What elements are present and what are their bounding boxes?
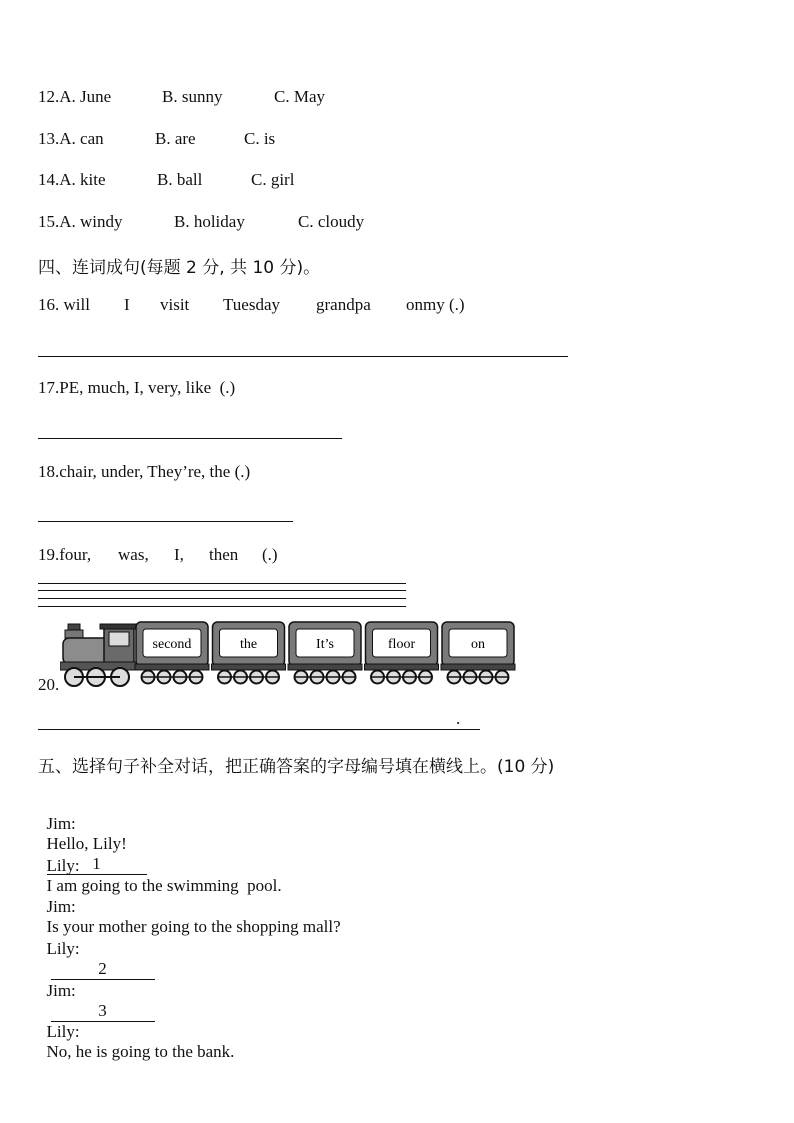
train-car	[441, 622, 515, 684]
train-car	[212, 622, 286, 684]
q16-answer-line[interactable]	[38, 356, 568, 357]
q16-word: grandpa	[316, 295, 371, 314]
dialog-line-6	[38, 1002, 234, 1062]
q16-word: Tuesday	[223, 295, 280, 314]
dialog-text: No, he is going to the bank.	[46, 1042, 235, 1061]
q20-end-period: .	[456, 709, 461, 728]
q19-answer-line[interactable]	[38, 598, 406, 599]
q18-answer-line[interactable]	[38, 521, 293, 522]
section-4-heading: 四、连词成句(每题 2 分, 共 10 分)。	[38, 258, 321, 278]
q19-word: 19.four,	[38, 545, 92, 564]
q16-word: visit	[160, 295, 190, 314]
q16-word: 16. will	[38, 295, 90, 314]
dialog-text: I am going to the swimming pool.	[46, 876, 282, 895]
speaker: Jim:	[46, 981, 76, 1000]
speaker: Lily:	[46, 856, 80, 875]
speaker: Lily:	[46, 1022, 80, 1041]
speaker: Jim:	[46, 814, 76, 833]
question-15-option-b: B. holiday	[174, 212, 245, 231]
question-12-option-b: B. sunny	[162, 87, 223, 106]
train-car	[365, 622, 439, 684]
speaker: Jim:	[46, 897, 76, 916]
q19-answer-line[interactable]	[38, 606, 406, 607]
question-12-option-a: 12.A. June	[38, 87, 112, 106]
question-14-option-a: 14.A. kite	[38, 170, 106, 189]
q19-answer-line[interactable]	[38, 590, 406, 591]
q19-word: I,	[174, 545, 184, 564]
train-car	[135, 622, 209, 684]
q17-prompt: 17.PE, much, I, very, like (.)	[38, 378, 236, 397]
dialog-text: Is your mother going to the shopping mall?	[46, 917, 341, 936]
question-13-option-c: C. is	[244, 129, 276, 148]
q19-answer-line[interactable]	[38, 583, 406, 584]
question-14-option-b: B. ball	[157, 170, 203, 189]
q16-word: onmy (.)	[406, 295, 465, 314]
question-14-option-c: C. girl	[251, 170, 295, 189]
q18-prompt: 18.chair, under, They’re, the (.)	[38, 462, 251, 481]
blank-2[interactable]: 2	[51, 959, 155, 980]
q20-number: 20.	[38, 675, 60, 694]
train-car-word: floor	[387, 637, 416, 652]
question-15-option-c: C. cloudy	[298, 212, 365, 231]
q19-word: was,	[118, 545, 149, 564]
question-15-option-a: 15.A. windy	[38, 212, 123, 231]
train-car-word: on	[471, 637, 485, 652]
q16-word: I	[124, 295, 130, 314]
q19-word: then	[209, 545, 239, 564]
blank-1[interactable]: 1	[47, 854, 147, 875]
question-12-option-c: C. May	[274, 87, 325, 106]
q19-word: (.)	[262, 545, 278, 564]
question-13-option-b: B. are	[155, 129, 196, 148]
train-car-word: It’s	[316, 637, 334, 652]
q17-answer-line[interactable]	[38, 438, 342, 439]
locomotive-icon	[60, 624, 138, 686]
train-car-word: the	[239, 637, 258, 652]
train-car	[288, 622, 362, 684]
section-5-heading: 五、选择句子补全对话，把正确答案的字母编号填在横线上。(10 分)	[38, 757, 555, 777]
blank-3[interactable]: 3	[51, 1001, 155, 1022]
q20-answer-line[interactable]	[38, 729, 480, 730]
question-13-option-a: 13.A. can	[38, 129, 104, 148]
train-car-word: second	[152, 637, 192, 652]
train-illustration	[60, 620, 520, 690]
dialog-text: Hello, Lily!	[46, 834, 127, 853]
speaker: Lily:	[46, 939, 80, 958]
